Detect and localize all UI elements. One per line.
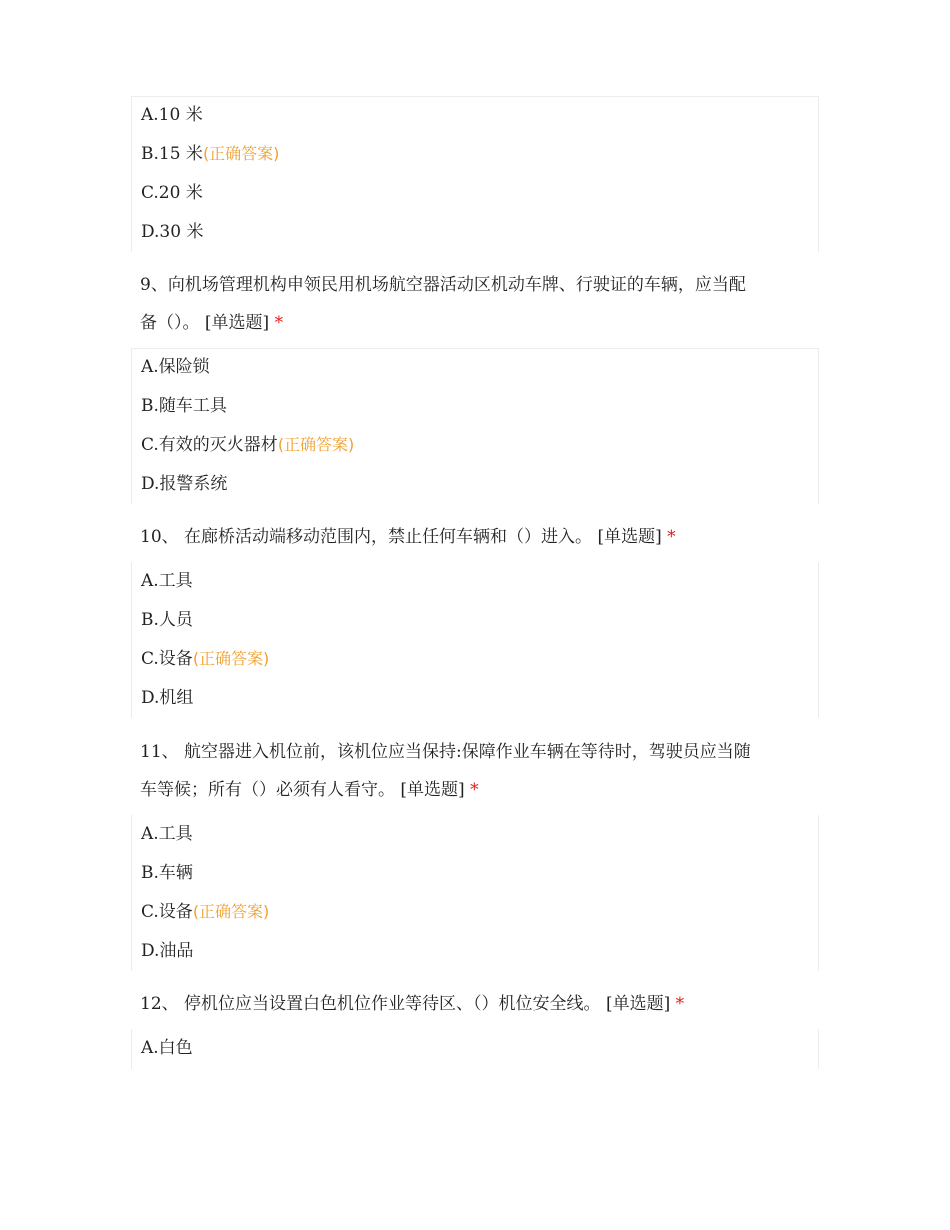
option-c: C.设备(正确答案) bbox=[141, 902, 270, 922]
option-d: D.油品 bbox=[141, 941, 194, 961]
required-star: * bbox=[470, 780, 479, 800]
correct-answer-mark: (正确答案) bbox=[192, 902, 270, 921]
options-box-q9 bbox=[131, 348, 819, 504]
option-b: B.车辆 bbox=[141, 863, 193, 883]
option-c: C.20 米 bbox=[141, 183, 203, 203]
option-b: B.随车工具 bbox=[141, 396, 227, 416]
option-a: A.保险锁 bbox=[141, 357, 210, 377]
option-d: D.机组 bbox=[141, 688, 194, 708]
option-d: D.报警系统 bbox=[141, 474, 228, 494]
options-box-q11 bbox=[131, 815, 819, 971]
option-b: B.人员 bbox=[141, 610, 193, 630]
question-9-line-1: 9、向机场管理机构申领民用机场航空器活动区机动车牌、行驶证的车辆，应当配 bbox=[140, 275, 746, 295]
options-box-q8 bbox=[131, 96, 819, 252]
option-a: A.工具 bbox=[141, 824, 193, 844]
required-star: * bbox=[274, 313, 284, 333]
question-10-line-1: 10、 在廊桥活动端移动范围内，禁止任何车辆和（）进入。 [单选题] * bbox=[140, 527, 676, 547]
option-d: D.30 米 bbox=[141, 222, 204, 242]
correct-answer-mark: (正确答案) bbox=[192, 649, 270, 668]
option-a: A.白色 bbox=[141, 1038, 193, 1058]
option-b: B.15 米(正确答案) bbox=[141, 144, 280, 164]
options-box-q12 bbox=[131, 1029, 819, 1069]
option-a: A.10 米 bbox=[141, 105, 203, 125]
correct-answer-mark: (正确答案) bbox=[202, 144, 280, 163]
options-box-q10 bbox=[131, 562, 819, 718]
correct-answer-mark: (正确答案) bbox=[277, 435, 355, 454]
required-star: * bbox=[675, 994, 685, 1014]
question-9-line-2: 备（）。 [单选题] * bbox=[140, 313, 284, 333]
question-11-line-2: 车等候；所有（）必须有人看守。 [单选题] * bbox=[140, 780, 479, 800]
required-star: * bbox=[667, 527, 676, 547]
question-12-line-1: 12、 停机位应当设置白色机位作业等待区、（）机位安全线。 [单选题] * bbox=[140, 994, 685, 1014]
option-c: C.有效的灭火器材(正确答案) bbox=[141, 435, 355, 455]
question-11-line-1: 11、 航空器进入机位前，该机位应当保持:保障作业车辆在等待时，驾驶员应当随 bbox=[140, 742, 751, 762]
option-a: A.工具 bbox=[141, 571, 193, 591]
option-c: C.设备(正确答案) bbox=[141, 649, 270, 669]
